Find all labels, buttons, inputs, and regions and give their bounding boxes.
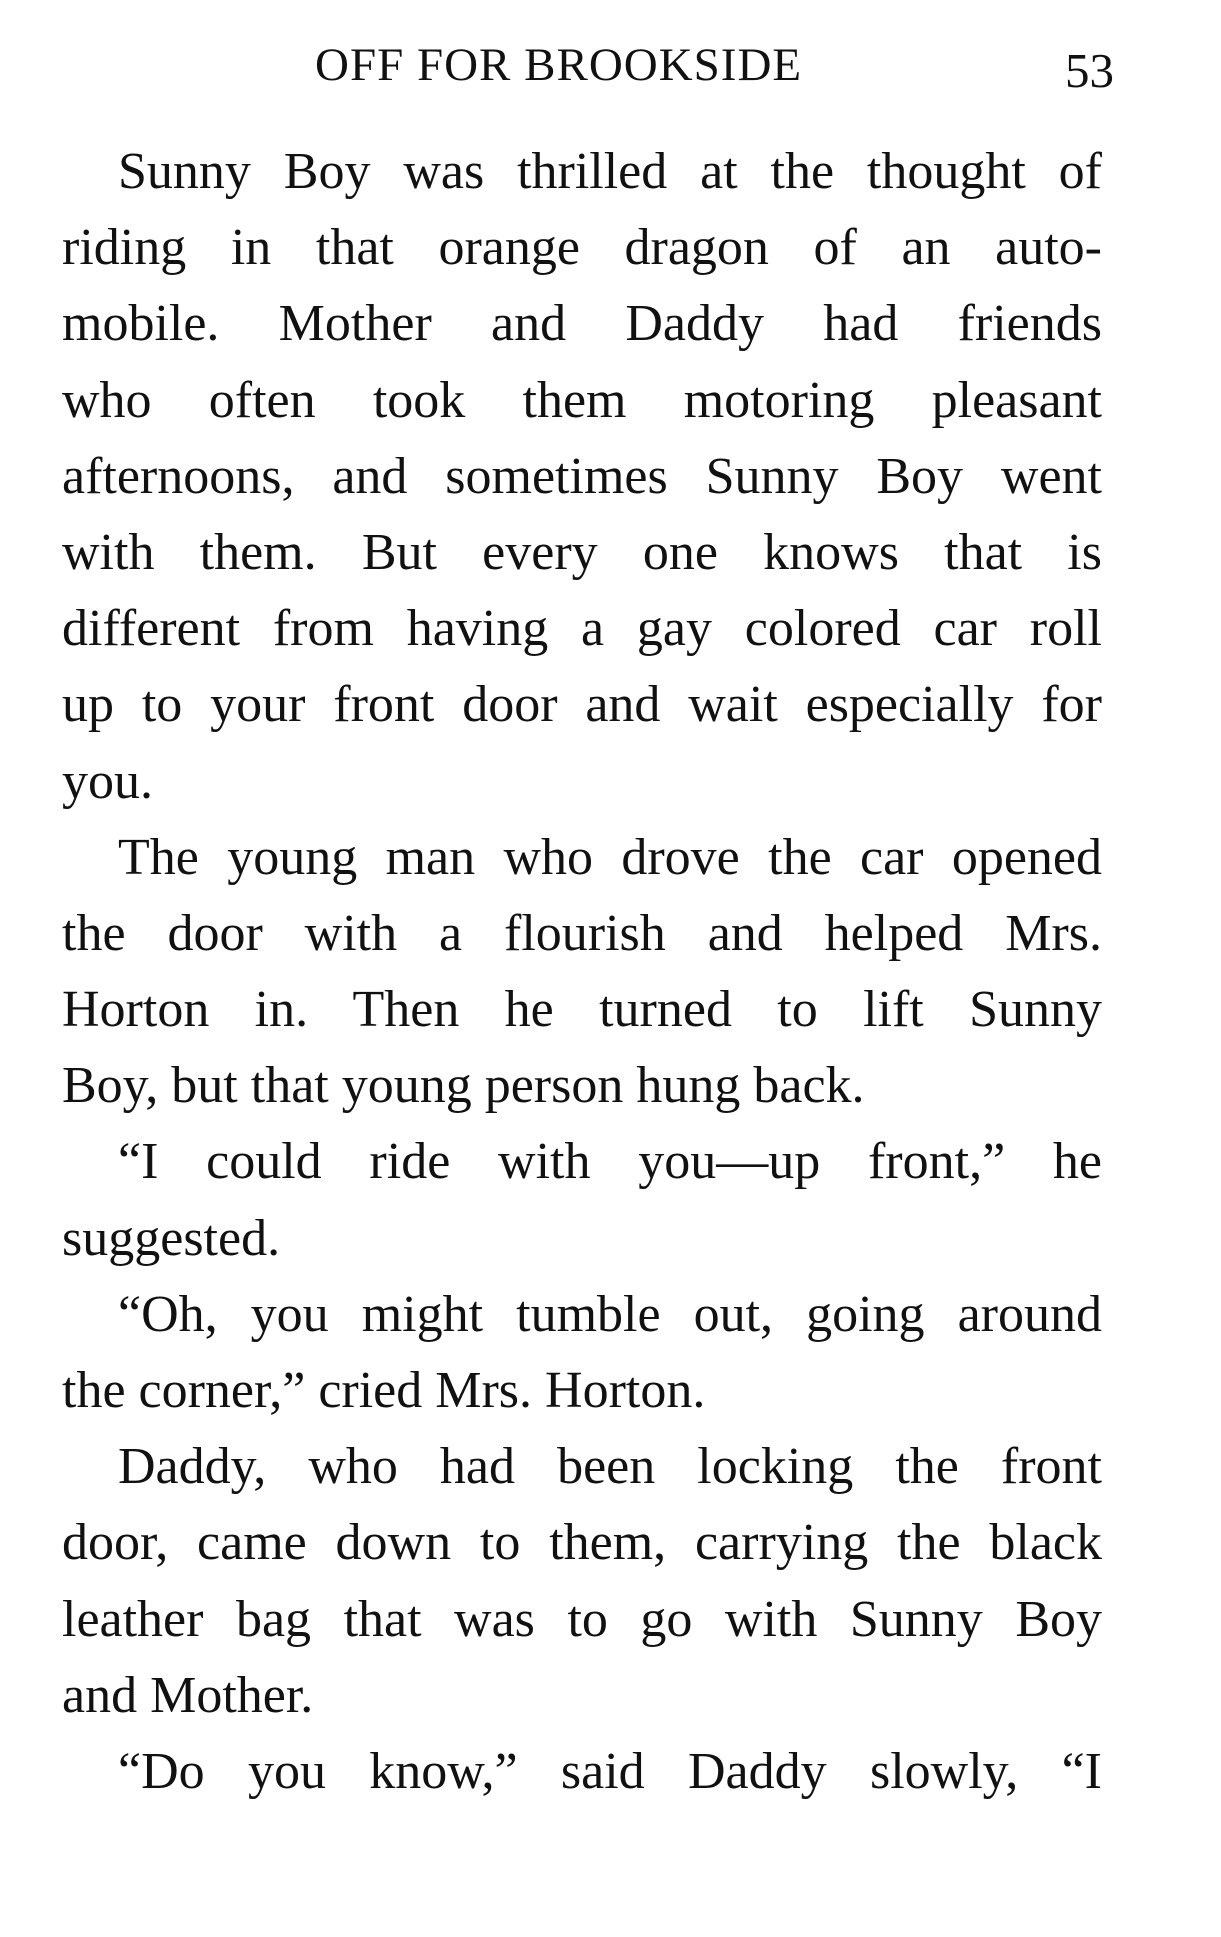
text-line: “Oh, you might tumble out, going around [118,1285,1102,1343]
text-line: and Mother. [62,1666,314,1724]
text-line: you. [62,752,153,810]
text-line: The young man who drove the car opened [118,828,1102,886]
text-line: Horton in. Then he turned to lift Sunny [62,981,1102,1039]
text-line: riding in that orange dragon of an auto- [62,219,1102,277]
text-line: the corner,” cried Mrs. Horton. [62,1362,706,1419]
text-line: door, came down to them, carrying the black [62,1514,1102,1572]
text-line: Boy, but that young person hung back. [62,1057,865,1115]
running-head [62,34,1114,104]
text-line: mobile. Mother and Daddy had friends [62,295,1102,353]
text-line: suggested. [62,1209,281,1267]
text-line: the door with a flourish and helped Mrs. [62,904,1102,962]
text-line: Daddy, who had been locking the front [118,1438,1102,1496]
text-line: leather bag that was to go with Sunny Boy [62,1590,1102,1648]
running-title: OFF FOR BROOKSIDE [315,39,803,91]
page-number: 53 [1065,43,1114,98]
text-line: afternoons, and sometimes Sunny Boy went [62,447,1102,505]
text-line: “I could ride with you—up front,” he [118,1133,1102,1191]
text-line: who often took them motoring pleasant [62,371,1102,429]
text-line: different from having a gay colored car roll [62,600,1102,658]
body-text [62,134,1102,1810]
text-line: with them. But every one knows that is [62,523,1102,581]
text-line: Sunny Boy was thrilled at the thought of [118,143,1102,200]
text-line: up to your front door and wait especially for [62,676,1102,734]
text-line: “Do you know,” said Daddy slowly, “I [118,1742,1102,1800]
